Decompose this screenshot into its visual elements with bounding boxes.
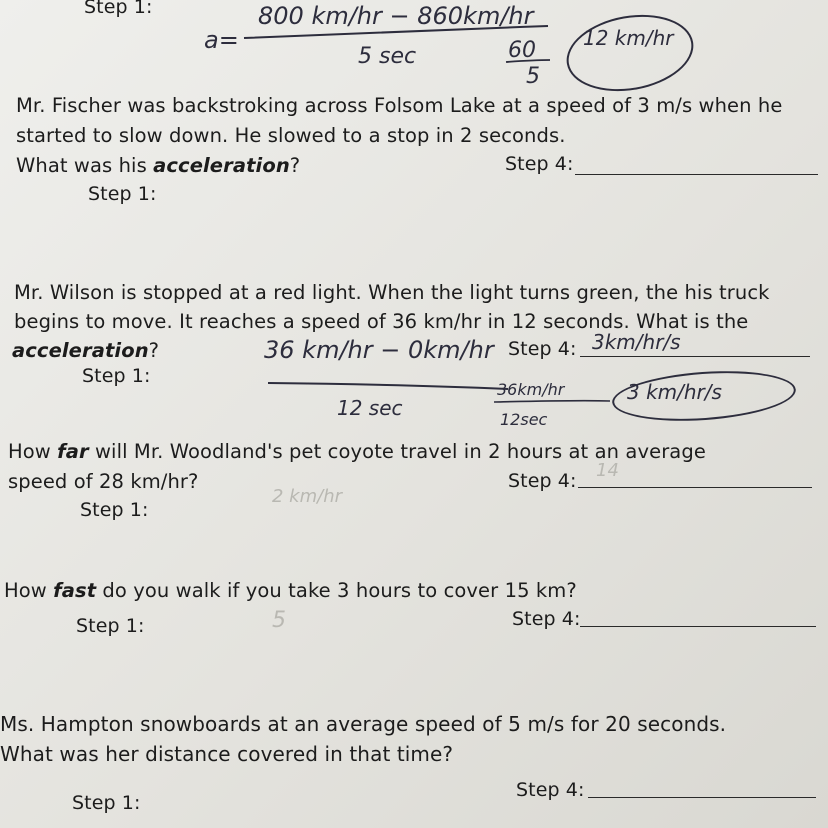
hw-p4-faint-work: 5 [272,608,286,633]
problem-4-answer-line[interactable] [580,626,816,627]
problem-1-answer-line[interactable] [575,174,818,175]
problem-4-step-1-label: Step 1: [76,615,145,637]
hw-p2-denominator: 12 sec [337,396,403,420]
problem-2-line-1: Mr. Wilson is stopped at a red light. When the light turns green, the his truck [14,281,770,304]
hw-numerator: 800 km/hr − 860km/hr [258,2,534,30]
problem-2-step-4-label: Step 4: [508,338,577,360]
problem-3-step-4-label: Step 4: [508,470,577,492]
hw-p2-numerator: 36 km/hr − 0km/hr [264,336,494,364]
hw-a-equals: a= [204,26,239,54]
problem-5-line-2: What was her distance covered in that time? [0,742,454,766]
problem-1-line-2: started to slow down. He slowed to a stop in 2 seconds. [16,124,566,147]
problem-5-answer-line[interactable] [588,797,816,798]
problem-2-line-2: begins to move. It reaches a speed of 36 km/hr in 12 seconds. What is the [14,310,749,333]
hw-p2-frac-den: 12sec [500,410,548,429]
hw-p3-faint-work: 2 km/hr [272,486,343,507]
hw-p2-answer: 3 km/hr/s [627,380,722,404]
problem-5-line-1: Ms. Hampton snowboards at an average speed of 5 m/s for 20 seconds. [0,712,727,736]
hw-p2-step4-answer: 3km/hr/s [592,330,681,354]
hw-denominator: 5 sec [358,44,417,69]
problem-4-step-4-label: Step 4: [512,608,581,630]
problem-2-line-3: acceleration? [12,339,160,362]
problem-4-line-1: How fast do you walk if you take 3 hours to cover 15 km? [4,579,577,602]
problem-3-line-2: speed of 28 km/hr? [8,470,199,493]
step-1-label: Step 1: [84,0,153,18]
problem-2-step-1-label: Step 1: [82,365,151,387]
hw-p2-frac-num: 36km/hr [497,380,565,399]
problem-1-line-3: What was his acceleration? [16,154,301,177]
answer-circle [561,5,700,100]
problem-3-answer-line[interactable] [578,487,812,488]
problem-3-line-1: How far will Mr. Woodland's pet coyote travel in 2 hours at an average [8,440,706,463]
problem-5-step-1-label: Step 1: [72,792,141,814]
problem-1-line-1: Mr. Fischer was backstroking across Folsom Lake at a speed of 3 m/s when he [16,94,783,117]
hw-p3-faint-answer: 14 [596,460,619,481]
problem-3-step-1-label: Step 1: [80,499,149,521]
hw-answer: 12 km/hr [583,26,674,50]
hw-frac-num: 60 [508,38,536,63]
problem-1-step-1-label: Step 1: [88,183,157,205]
problem-2-answer-line[interactable] [580,356,810,357]
hw-frac-den: 5 [526,64,540,89]
p2-answer-circle [611,366,798,427]
problem-1-step-4-label: Step 4: [505,153,574,175]
problem-5-step-4-label: Step 4: [516,779,585,801]
